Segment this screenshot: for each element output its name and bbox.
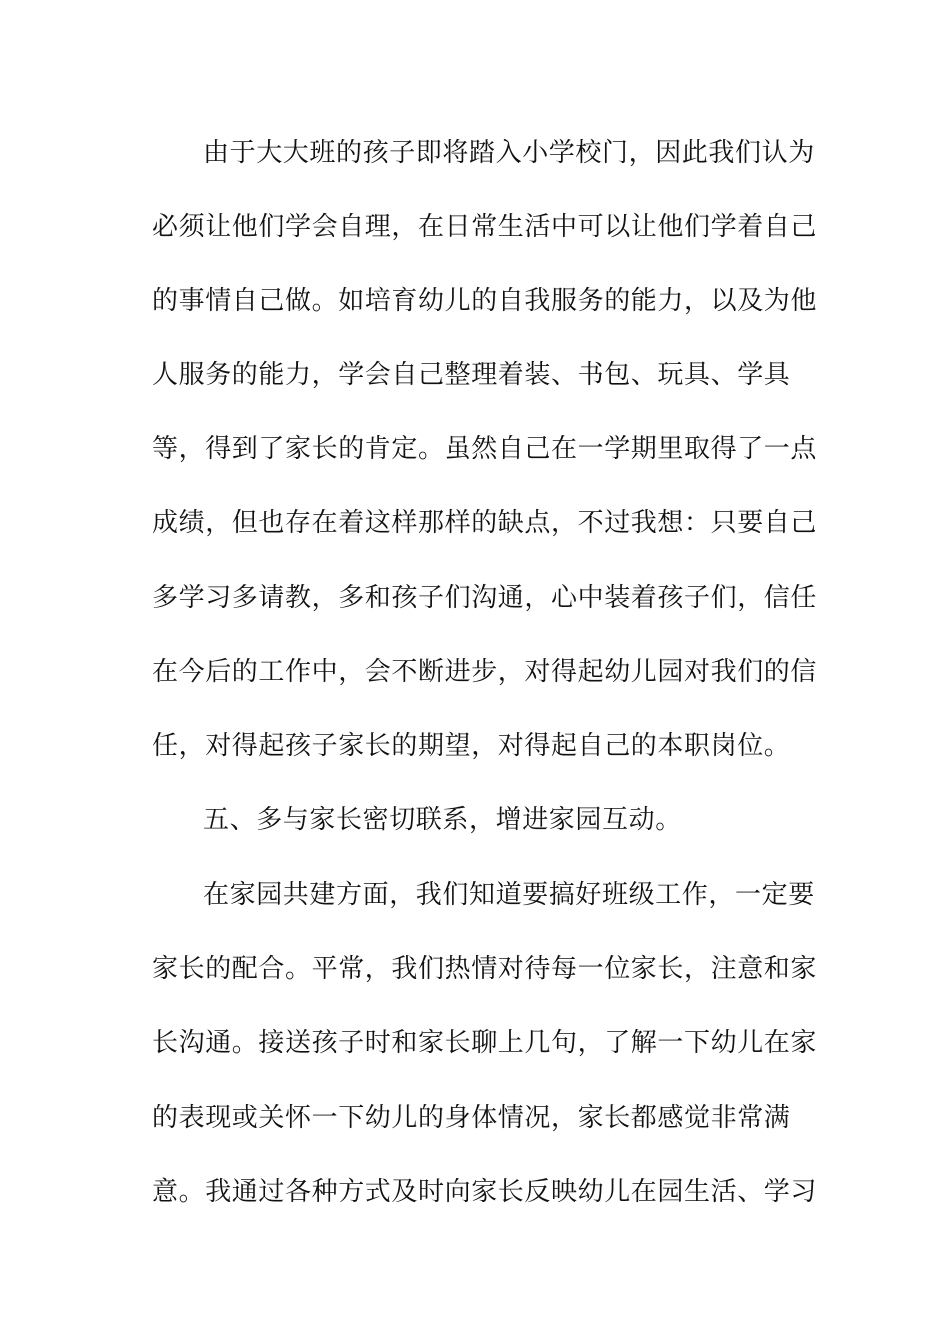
paragraph-line: 多学习多请教，多和孩子们沟通，心中装着孩子们，信任	[152, 583, 818, 613]
paragraph-line: 成绩，但也存在着这样那样的缺点，不过我想：只要自己	[152, 508, 818, 538]
paragraph-line: 长沟通。接送孩子时和家长聊上几句，了解一下幼儿在家	[152, 1028, 818, 1058]
paragraph-line: 在家园共建方面，我们知道要搞好班级工作，一定要	[203, 880, 815, 910]
paragraph-line: 人服务的能力，学会自己整理着装、书包、玩具、学具	[152, 360, 791, 390]
paragraph-line: 的表现或关怀一下幼儿的身体情况，家长都感觉非常满	[152, 1103, 791, 1133]
paragraph-line: 意。我通过各种方式及时向家长反映幼儿在园生活、学习	[152, 1177, 818, 1207]
paragraph-line: 等，得到了家长的肯定。虽然自己在一学期里取得了一点	[152, 434, 818, 464]
paragraph-line: 任，对得起孩子家长的期望，对得起自己的本职岗位。	[152, 731, 791, 761]
paragraph-line: 由于大大班的孩子即将踏入小学校门，因此我们认为	[203, 138, 815, 168]
paragraph-line: 家长的配合。平常，我们热情对待每一位家长，注意和家	[152, 954, 818, 984]
paragraph-line: 的事情自己做。如培育幼儿的自我服务的能力，以及为他	[152, 286, 818, 316]
paragraph-line: 在今后的工作中，会不断进步，对得起幼儿园对我们的信	[152, 657, 818, 687]
section-heading: 五、多与家长密切联系，增进家园互动。	[203, 805, 682, 835]
paragraph-line: 必须让他们学会自理，在日常生活中可以让他们学着自己	[152, 212, 818, 242]
